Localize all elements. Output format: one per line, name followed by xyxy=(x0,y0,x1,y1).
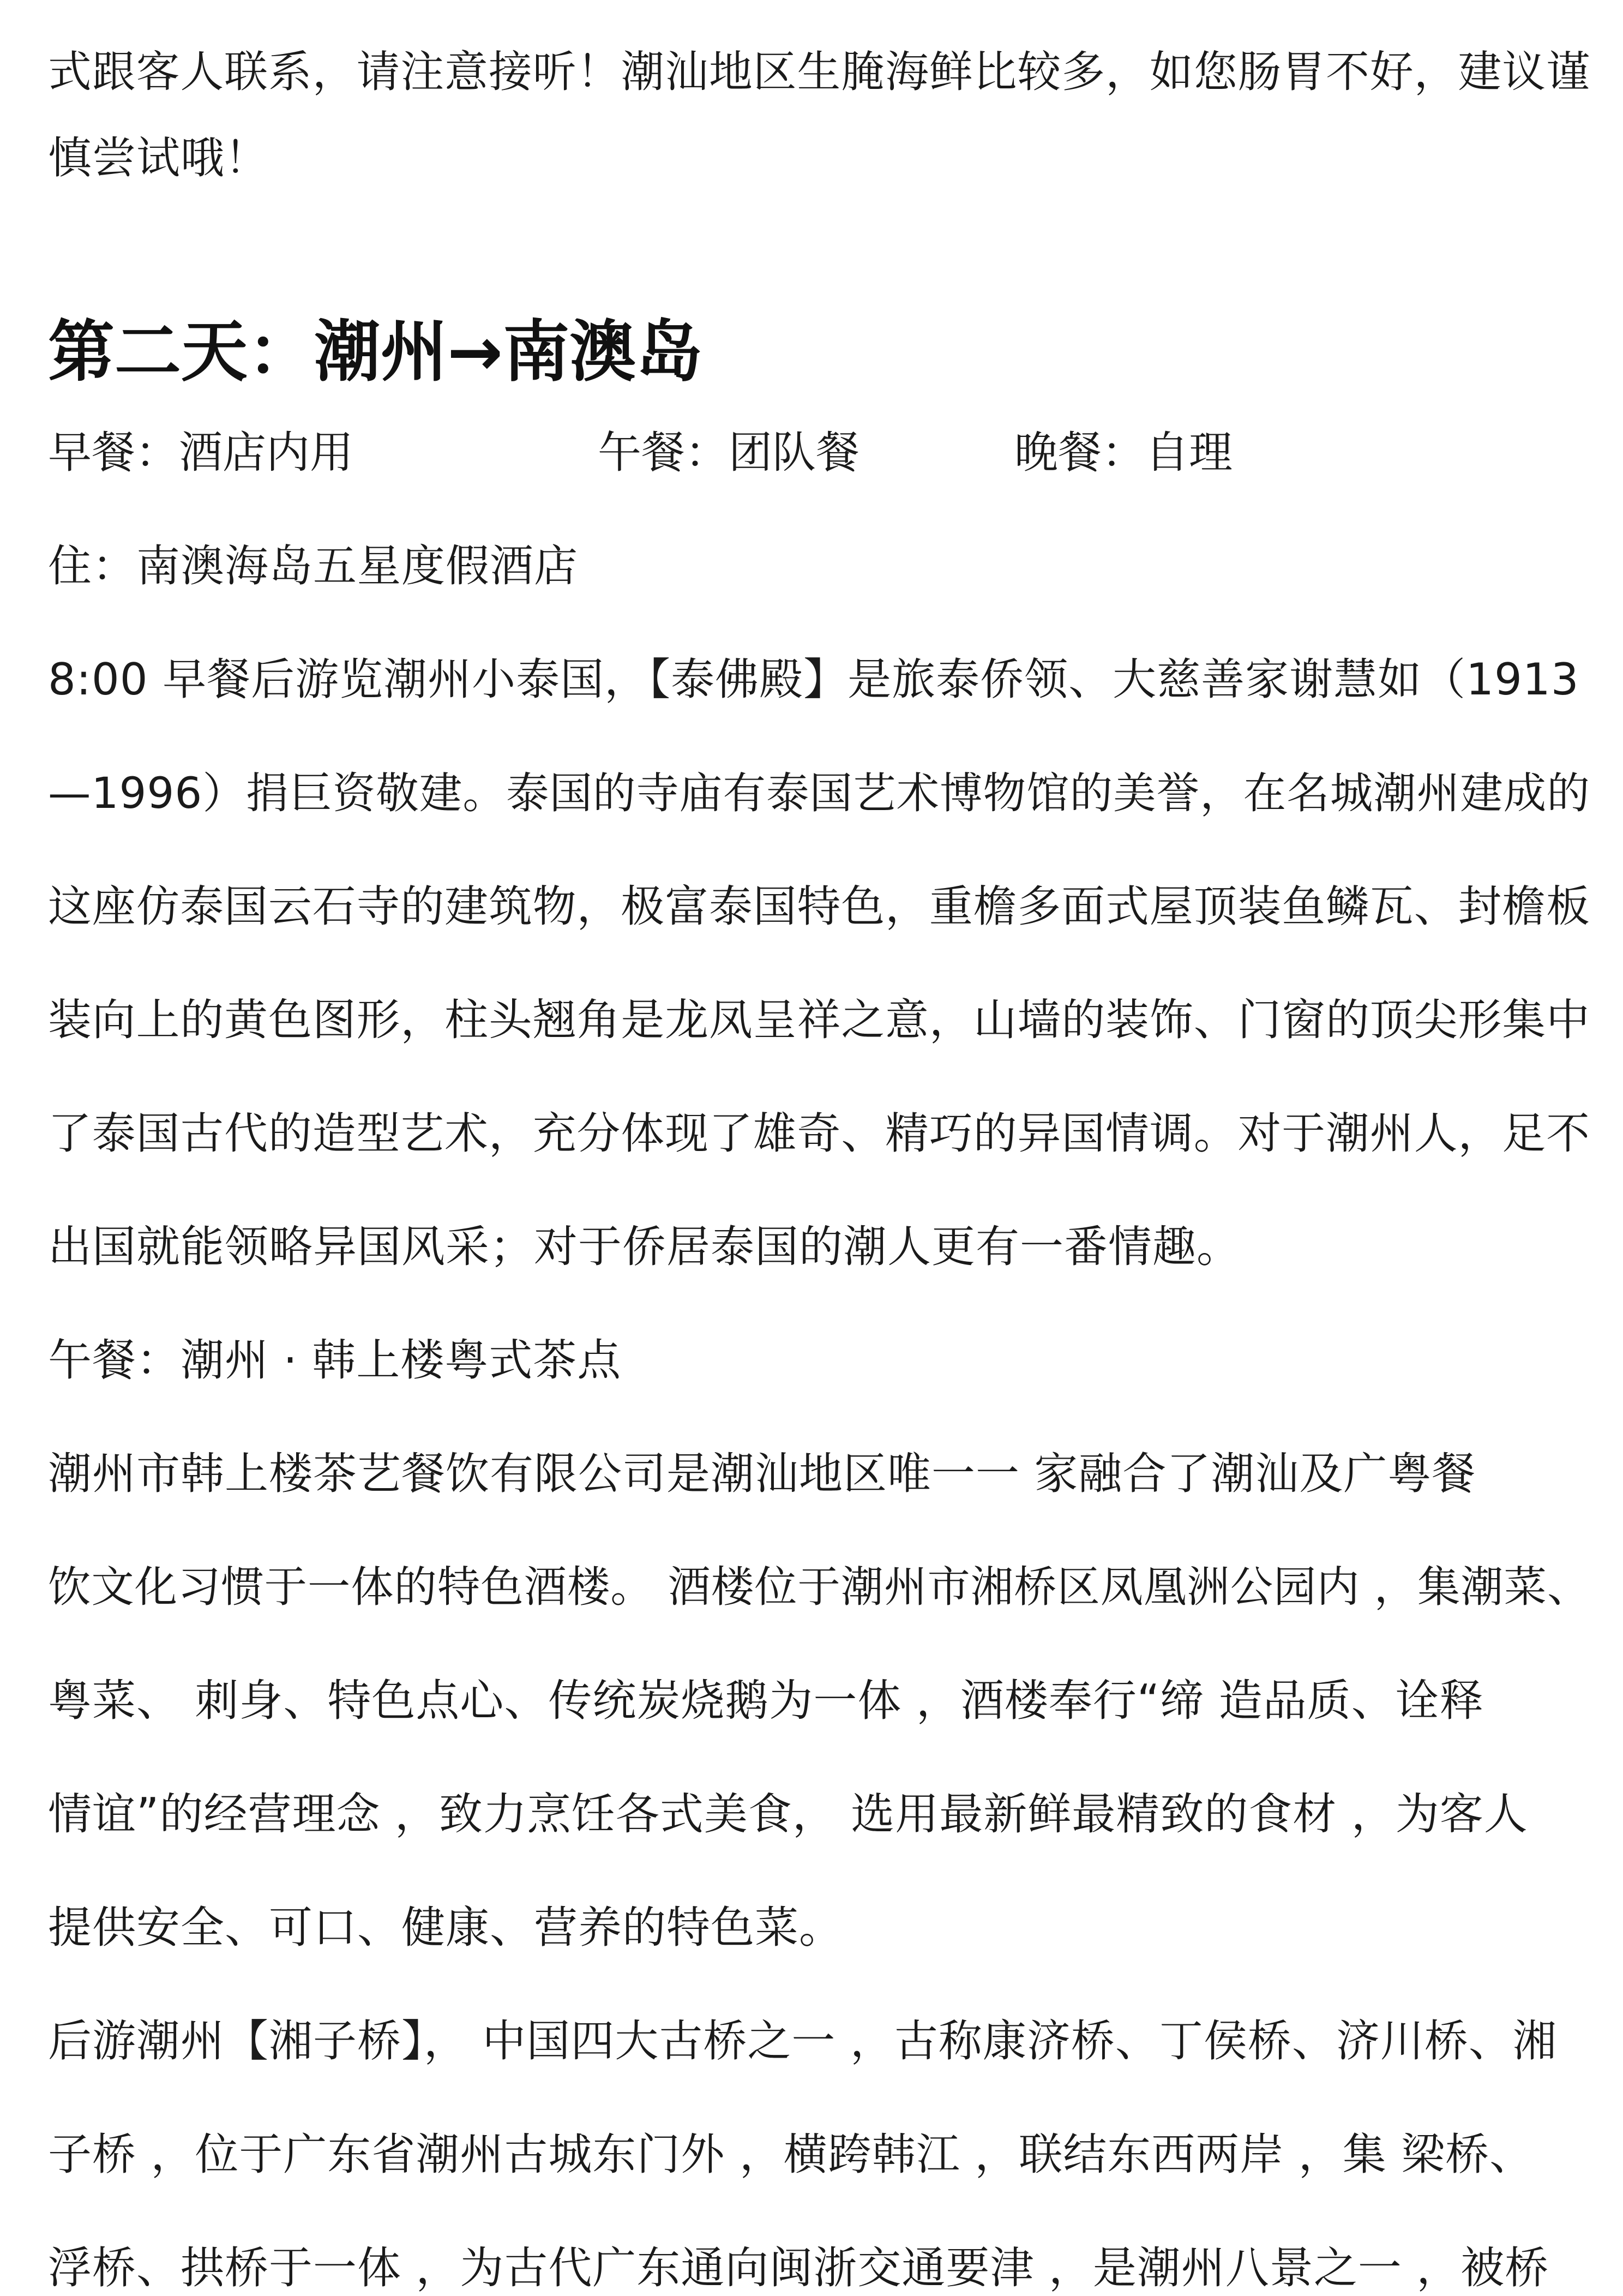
restaurant-line-5: 提供安全、可口、健康、营养的特色菜。 xyxy=(48,1902,843,1953)
breakfast-info: 早餐：酒店内用 xyxy=(48,427,353,478)
restaurant-line-3: 粤菜、 刺身、特色点心、传统炭烧鹅为一体 ，酒楼奉行“缔 造品质、诠释 xyxy=(48,1675,1484,1726)
bridge-line-2: 子桥 ，位于广东省潮州古城东门外 ，横跨韩江 ，联结东西两岸 ，集 梁桥、 xyxy=(48,2129,1534,2180)
bridge-line-3: 浮桥、拱桥于一体 ，为古代广东通向闽浙交通要津 ，是潮州八景之一 ，被桥 xyxy=(48,2243,1549,2293)
intro-line-2: 慎尝试哦！ xyxy=(48,133,269,183)
temple-line-4: 装向上的黄色图形，柱头翘角是龙凤呈祥之意，山墙的装饰、门窗的顶尖形集中 xyxy=(48,994,1590,1045)
bridge-line-1: 后游潮州【湘子桥】， 中国四大古桥之一 ，古称康济桥、丁侯桥、济川桥、湘 xyxy=(48,2016,1557,2066)
dinner-info: 晚餐：自理 xyxy=(1014,427,1233,478)
temple-line-6: 出国就能领略异国风采；对于侨居泰国的潮人更有一番情趣。 xyxy=(48,1221,1241,1272)
restaurant-line-4: 情谊”的经营理念 ，致力烹饪各式美食， 选用最新鲜最精致的食材 ，为客人 xyxy=(48,1789,1528,1839)
intro-line-1: 式跟客人联系，请注意接听！潮汕地区生腌海鲜比较多，如您肠胃不好，建议谨 xyxy=(48,46,1590,97)
temple-line-3: 这座仿泰国云石寺的建筑物，极富泰国特色，重檐多面式屋顶装鱼鳞瓦、封檐板 xyxy=(48,881,1590,932)
lunch-title: 午餐：潮州 · 韩上楼粤式茶点 xyxy=(48,1335,622,1386)
lunch-info: 午餐：团队餐 xyxy=(598,427,859,478)
temple-line-5: 了泰国古代的造型艺术，充分体现了雄奇、精巧的异国情调。对于潮州人，足不 xyxy=(48,1108,1590,1159)
hotel-info: 住：南澳海岛五星度假酒店 xyxy=(48,541,578,591)
temple-line-2: —1996）捐巨资敬建。泰国的寺庙有泰国艺术博物馆的美誉，在名城潮州建成的 xyxy=(48,768,1590,818)
day-heading: 第二天：潮州→南澳岛 xyxy=(48,313,703,391)
restaurant-line-2: 饮文化习惯于一体的特色酒楼。 酒楼位于潮州市湘桥区凤凰洲公园内 ，集潮菜、 xyxy=(48,1562,1591,1612)
restaurant-line-1: 潮州市韩上楼茶艺餐饮有限公司是潮汕地区唯一一 家融合了潮汕及广粤餐 xyxy=(48,1448,1476,1499)
temple-line-1: 8:00 早餐后游览潮州小泰国，【泰佛殿】是旅泰侨领、大慈善家谢慧如（1913 xyxy=(48,654,1579,705)
